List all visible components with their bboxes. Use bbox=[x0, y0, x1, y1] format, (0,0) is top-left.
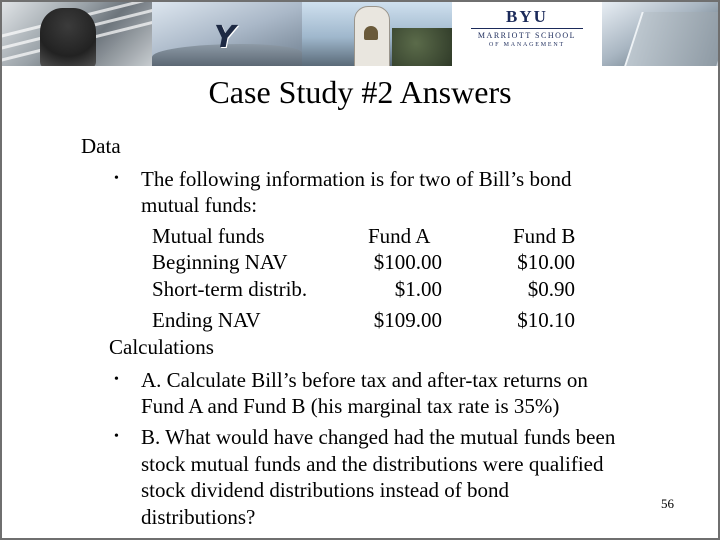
question-b-line1: B. What would have changed had the mutual funds been bbox=[141, 425, 616, 449]
table-row-label: Ending NAV bbox=[152, 308, 261, 332]
data-bullet-line1: The following information is for two of Bill’s bond bbox=[141, 167, 572, 191]
data-bullet-line2: mutual funds: bbox=[141, 193, 258, 217]
table-cell-fund-b: $10.00 bbox=[517, 250, 575, 274]
table-row-label: Short-term distrib. bbox=[152, 277, 308, 301]
data-heading: Data bbox=[81, 134, 121, 158]
slide-title: Case Study #2 Answers bbox=[208, 74, 512, 110]
logo-subtitle-text: OF MANAGEMENT bbox=[489, 42, 565, 48]
table-cell-fund-a: $1.00 bbox=[394, 277, 442, 301]
bullet-icon: • bbox=[114, 171, 119, 186]
table-header-label: Mutual funds bbox=[152, 224, 265, 248]
table-cell-fund-a: $109.00 bbox=[373, 308, 442, 332]
table-header-fund-a: Fund A bbox=[368, 224, 431, 248]
logo-primary-text: BYU bbox=[506, 7, 548, 26]
question-a-line1: A. Calculate Bill’s before tax and after-tax returns on bbox=[141, 368, 588, 392]
table-header-fund-b: Fund B bbox=[513, 224, 576, 248]
question-a-line2: Fund A and Fund B (his marginal tax rate is 35%) bbox=[141, 394, 560, 418]
question-b-line3: stock dividend distributions instead of bond bbox=[141, 478, 510, 502]
bullet-icon: • bbox=[114, 372, 119, 387]
table-row-label: Beginning NAV bbox=[152, 250, 288, 274]
calculations-heading: Calculations bbox=[109, 335, 214, 359]
table-cell-fund-b: $0.90 bbox=[527, 277, 575, 301]
logo-school-text: MARRIOTT SCHOOL bbox=[477, 31, 577, 40]
table-cell-fund-a: $100.00 bbox=[373, 250, 442, 274]
table-cell-fund-b: $10.10 bbox=[517, 308, 575, 332]
question-b-line2: stock mutual funds and the distributions were qualified bbox=[141, 452, 604, 476]
page-number: 56 bbox=[661, 496, 674, 511]
bullet-icon: • bbox=[114, 429, 119, 444]
question-b-line4: distributions? bbox=[141, 505, 256, 529]
y-logo: Y bbox=[214, 20, 236, 55]
